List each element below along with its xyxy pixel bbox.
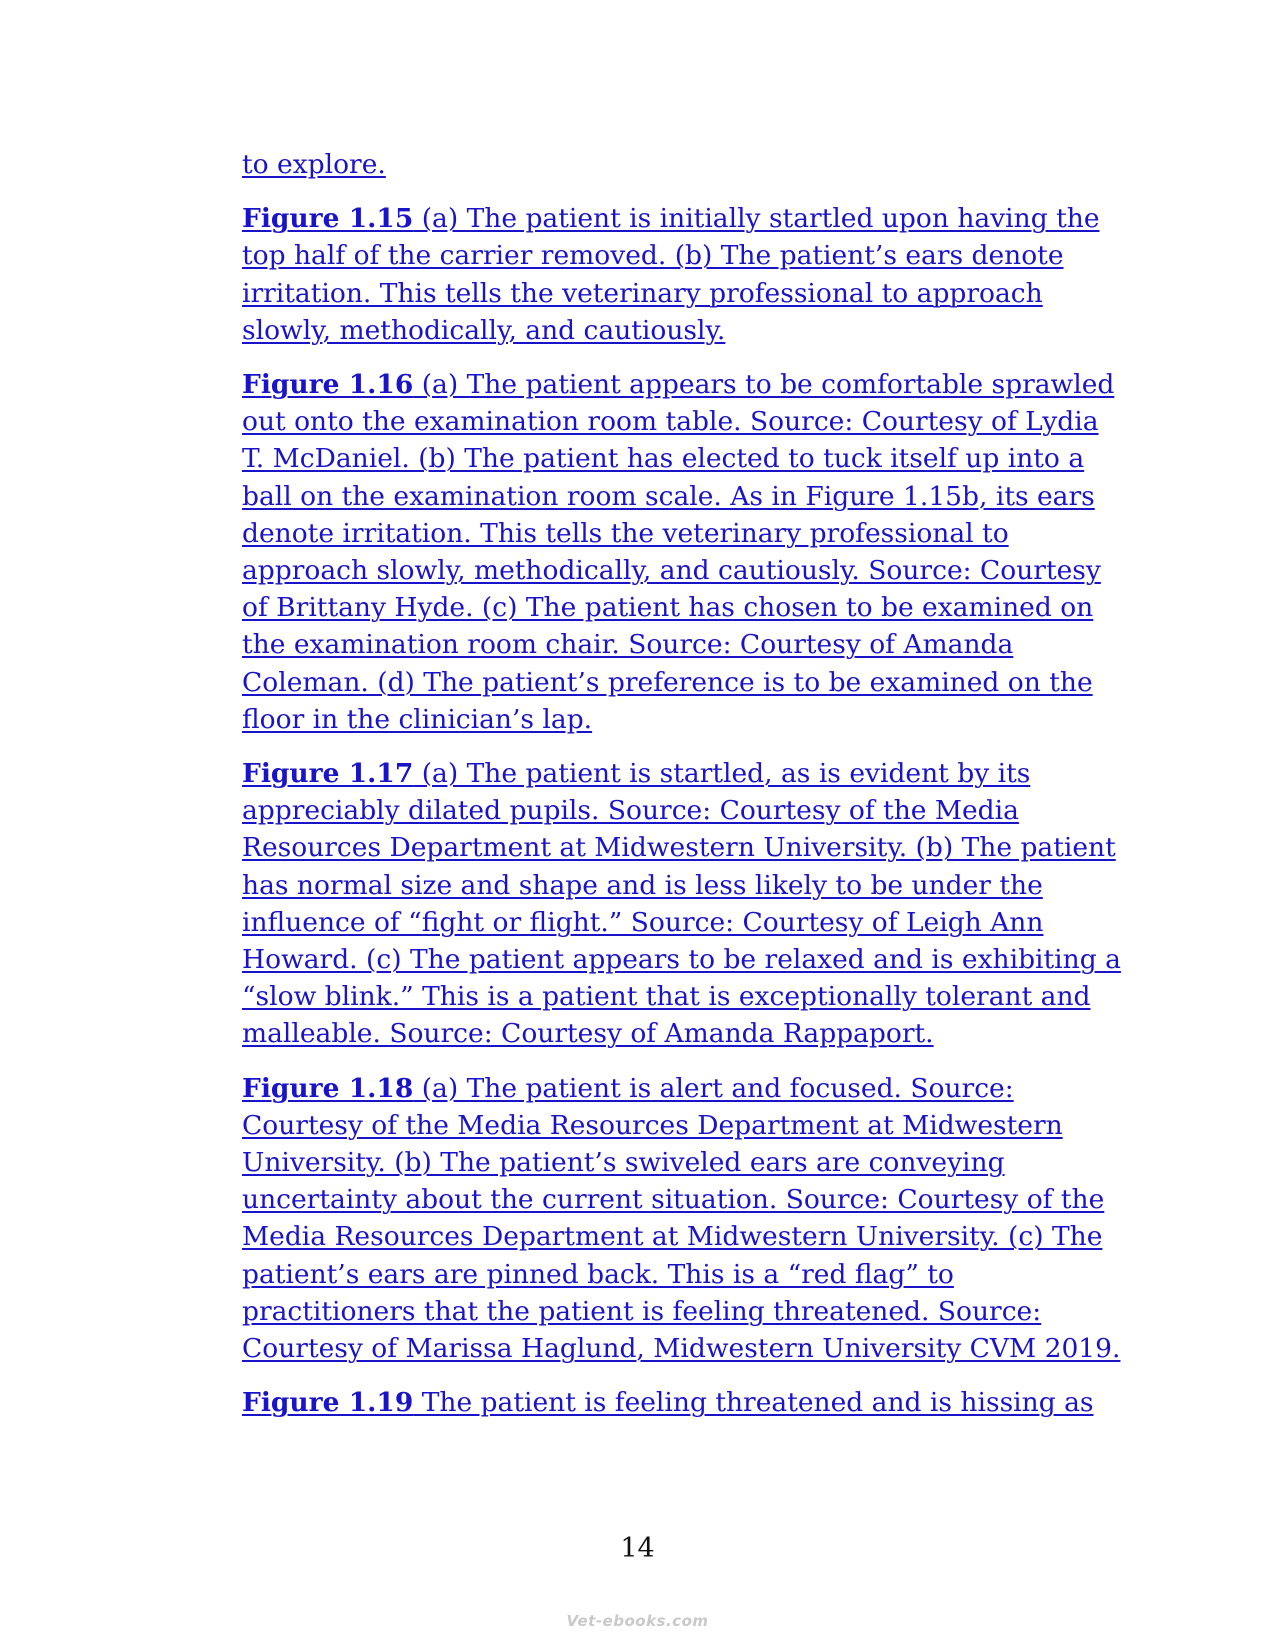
figure-1-17-link[interactable]: Figure 1.17 xyxy=(242,758,414,790)
figure-1-16-caption-text[interactable]: (a) The patient appears to be comfortable sprawled out onto the examination room table. Source: Courtesy of Lydia T. McDaniel. (b) The patient has elected to tuck itself up into a ball on the examination room scale. As in Figure 1.15b, its ears denote irritation. This tells the veterinary professional to approach slowly, methodically, and cautiously. Source: Courtesy of Brittany Hyde. (c) The patient has chosen to be examined on the examination room chair. Source: Courtesy of Amanda Coleman. (d) The patient’s preference is to be examined on the floor in the clinician’s lap. xyxy=(242,369,1115,735)
figure-1-16-caption xyxy=(242,366,1122,738)
watermark-logo: Vet-ebooks.com xyxy=(566,1612,709,1630)
figure-1-19-caption xyxy=(242,1384,1122,1421)
figure-1-15-caption xyxy=(242,200,1122,349)
caption-text-link[interactable]: to explore. xyxy=(242,149,386,180)
figure-1-19-link[interactable]: Figure 1.19 xyxy=(242,1387,414,1419)
figure-1-18-link[interactable]: Figure 1.18 xyxy=(242,1072,414,1104)
figure-1-18-caption xyxy=(242,1070,1122,1368)
figure-1-15-link[interactable]: Figure 1.15 xyxy=(242,203,414,235)
figure-1-15-caption-text[interactable]: (a) The patient is initially startled upon having the top half of the carrier removed. (b) The patient’s ears denote irritation. This tells the veterinary professional to approach slowly, methodically, and cautiously. xyxy=(242,203,1100,346)
figure-1-18-caption-text[interactable]: (a) The patient is alert and focused. Source: Courtesy of the Media Resources Department at Midwestern University. (b) The patient’s swiveled ears are conveying uncertainty about the current situation. Source: Courtesy of the Media Resources Department at Midwestern University. (c) The patient’s ears are pinned back. This is a “red flag” to practitioners that the patient is feeling threatened. Source: Courtesy of Marissa Haglund, Midwestern University CVM 2019. xyxy=(242,1072,1121,1365)
caption-continuation xyxy=(242,146,1122,183)
figure-1-16-link[interactable]: Figure 1.16 xyxy=(242,369,414,401)
figure-captions-list xyxy=(242,146,1122,1439)
page-number: 14 xyxy=(620,1533,655,1564)
figure-1-17-caption xyxy=(242,755,1122,1053)
figure-1-19-caption-text[interactable]: The patient is feeling threatened and is hissing as xyxy=(413,1387,1094,1419)
figure-1-17-caption-text[interactable]: (a) The patient is startled, as is evident by its appreciably dilated pupils. Source: Courtesy of the Media Resources Department at Midwestern University. (b) The patient has normal size and shape and is less likely to be under the influence of “fight or flight.” Source: Courtesy of Leigh Ann Howard. (c) The patient appears to be relaxed and is exhibiting a “slow blink.” This is a patient that is exceptionally tolerant and malleable. Source: Courtesy of Amanda Rappaport. xyxy=(242,758,1121,1050)
